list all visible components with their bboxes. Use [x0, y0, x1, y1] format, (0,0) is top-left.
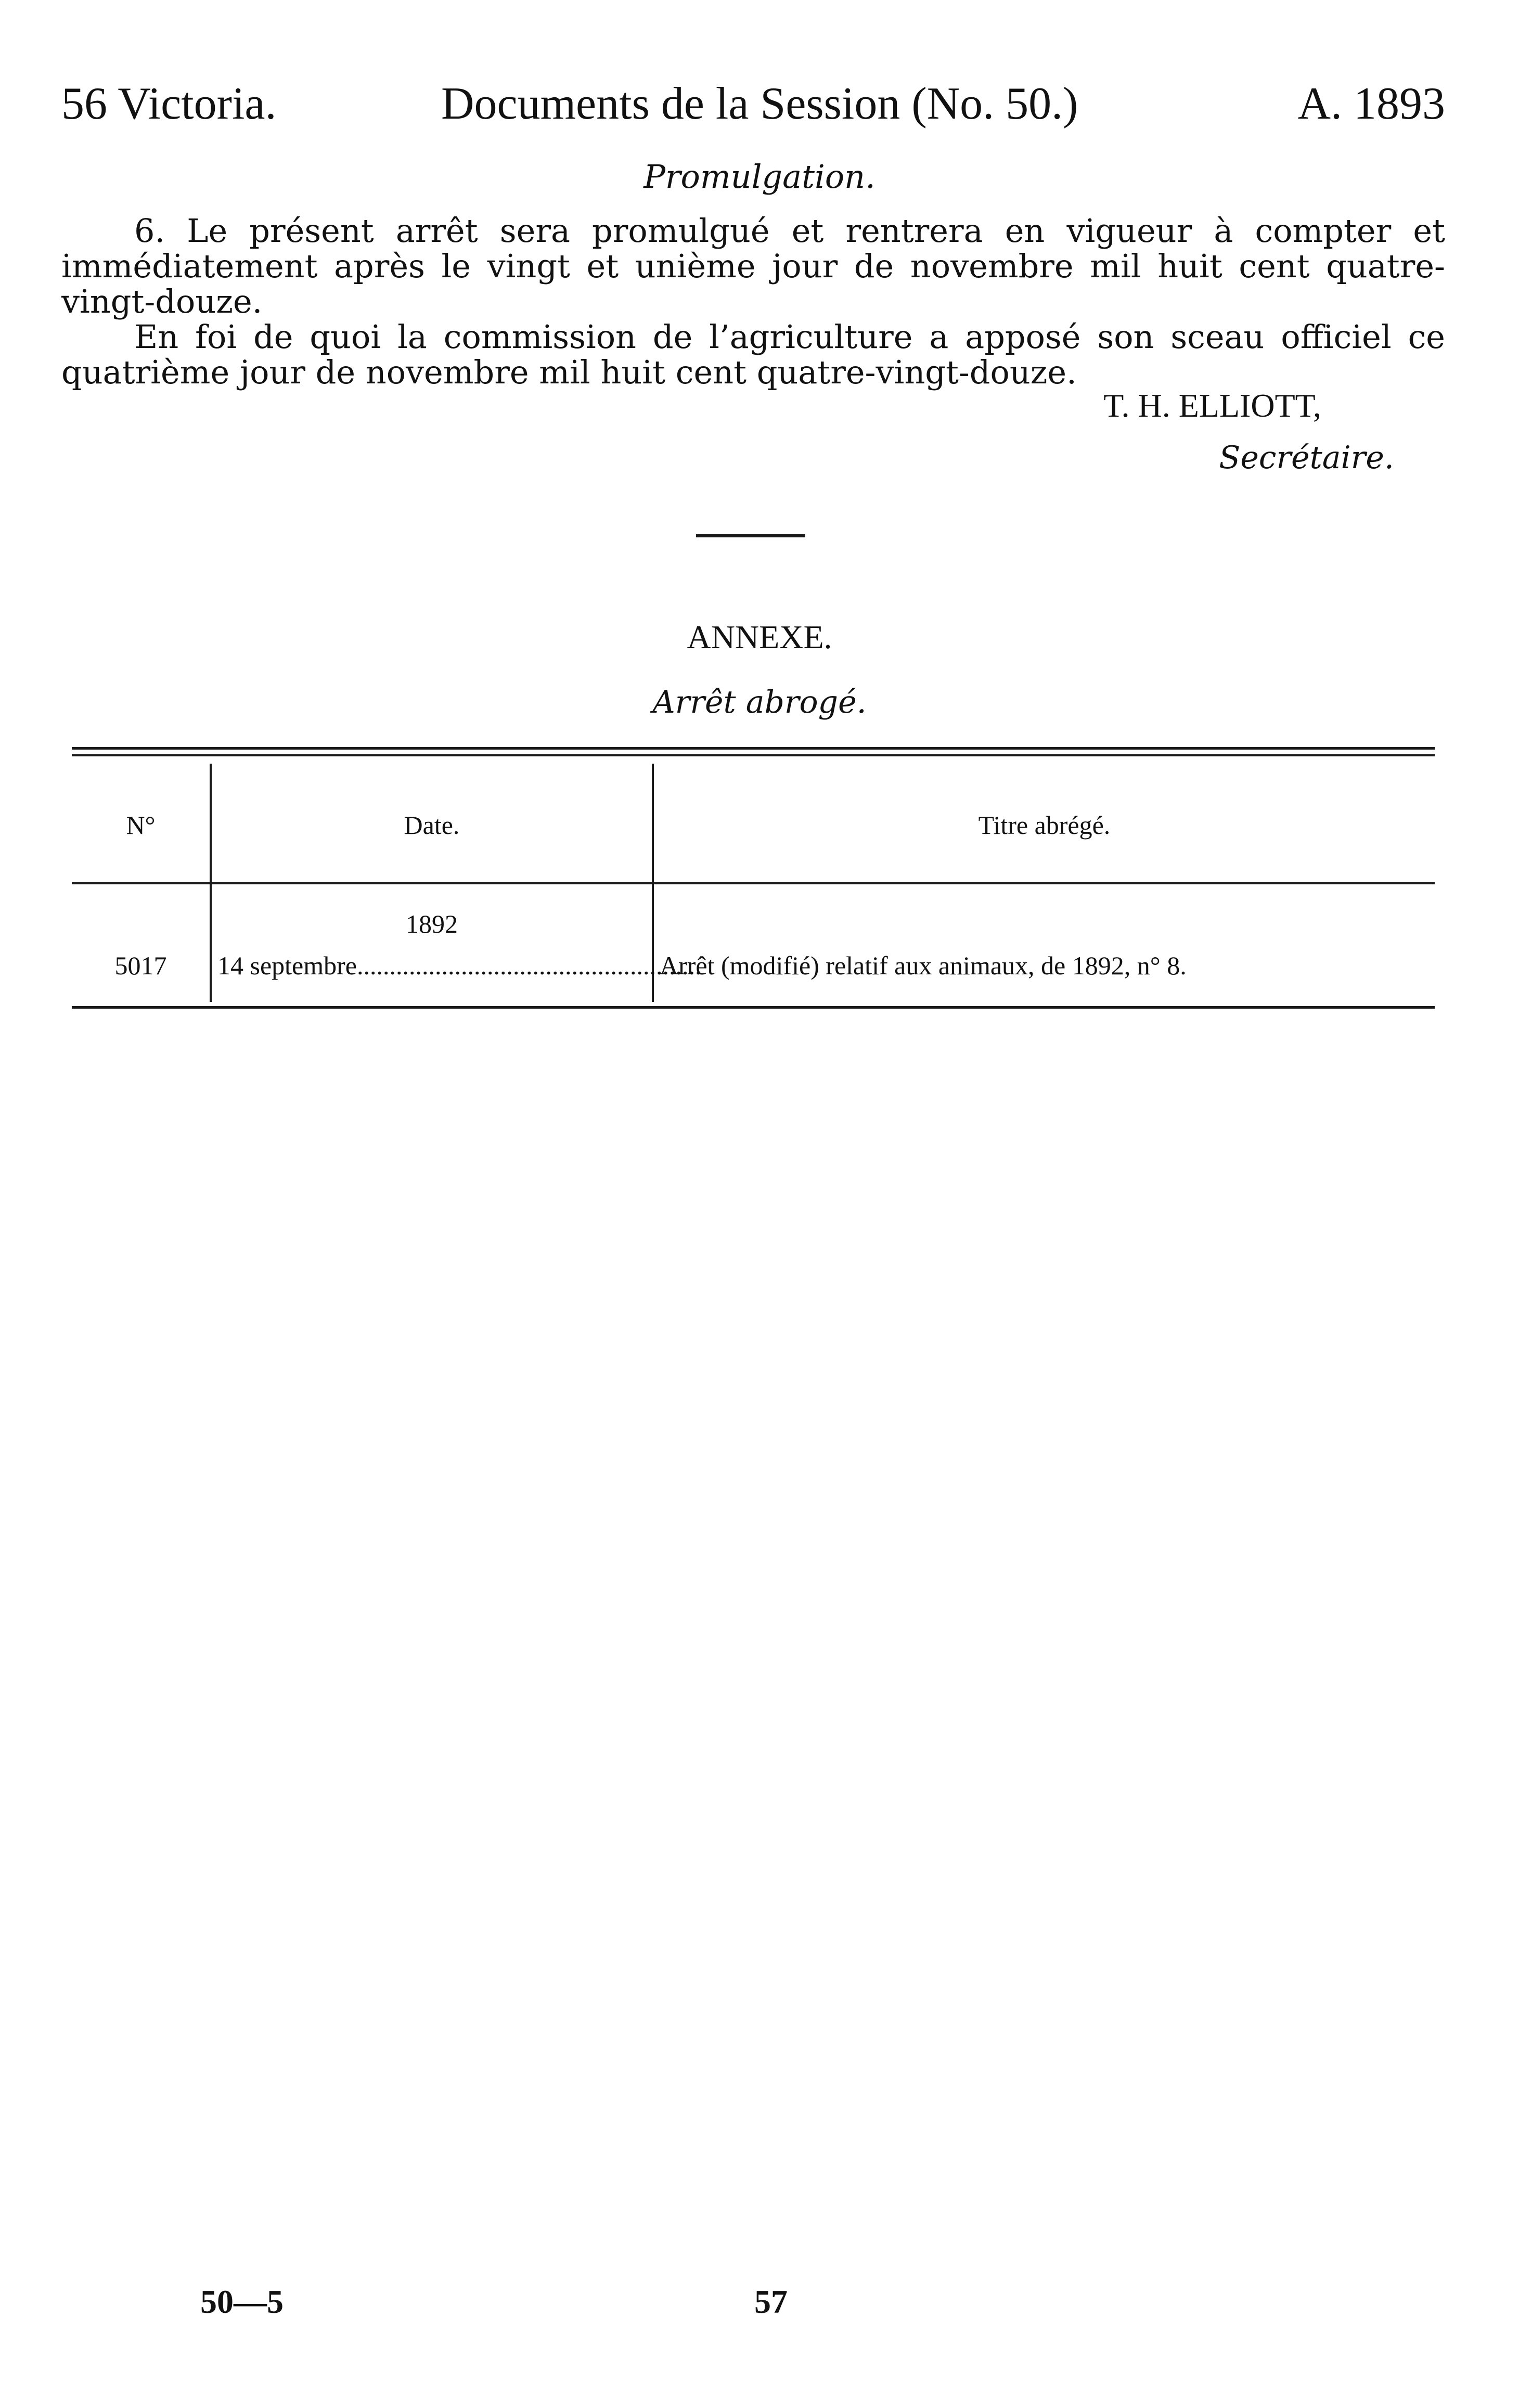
- dot-leader: .....................................................: [356, 951, 702, 980]
- header-volume: 56 Victoria.: [61, 79, 277, 129]
- section-divider: [696, 534, 805, 537]
- table-bottom-rule: [72, 1006, 1435, 1009]
- table-top-rule: [72, 747, 1435, 750]
- table-header-rule: [72, 882, 1435, 884]
- header-title: Documents de la Session (No. 50.): [441, 79, 1078, 129]
- signatory-name: T. H. ELLIOTT,: [1103, 387, 1321, 424]
- table-year: 1892: [406, 909, 458, 938]
- column-header-title: Titre abrégé.: [978, 810, 1111, 840]
- page-number: 57: [754, 2283, 788, 2320]
- header-year: A. 1893: [1297, 79, 1445, 129]
- paragraph: 6. Le présent arrêt sera promulgué et rentrera en vigueur à compter et immédiatement après le vingt et unième jour de novembre mil huit cent quatre-vingt-douze.: [61, 212, 1445, 320]
- signature-block: [1103, 380, 1394, 484]
- signatory-role: Secrétaire.: [1219, 440, 1394, 476]
- column-header-number: N°: [126, 810, 156, 840]
- annexe-subtitle: Arrêt abrogé.: [652, 684, 867, 720]
- column-header-date: Date.: [404, 810, 460, 840]
- annexe-table: [72, 747, 1435, 1018]
- footer-signature-mark: 50—5: [200, 2283, 284, 2320]
- body-text: [61, 213, 1445, 390]
- table-cell-number: 5017: [114, 951, 167, 980]
- annexe-title: ANNEXE.: [687, 619, 832, 655]
- table-cell-date: [217, 950, 702, 981]
- table-cell-title: Arrêt (modifié) relatif aux animaux, de 1892, n° 8.: [660, 951, 1187, 980]
- running-header: [61, 78, 1445, 130]
- table-top-rule-inner: [72, 754, 1435, 756]
- date-text: 14 septembre: [217, 951, 357, 980]
- section-heading: Promulgation.: [643, 158, 876, 196]
- paragraph: En foi de quoi la commission de l’agriculture a apposé son sceau officiel ce quatrième jour de novembre mil huit cent quatre-vingt-douze.: [61, 318, 1445, 391]
